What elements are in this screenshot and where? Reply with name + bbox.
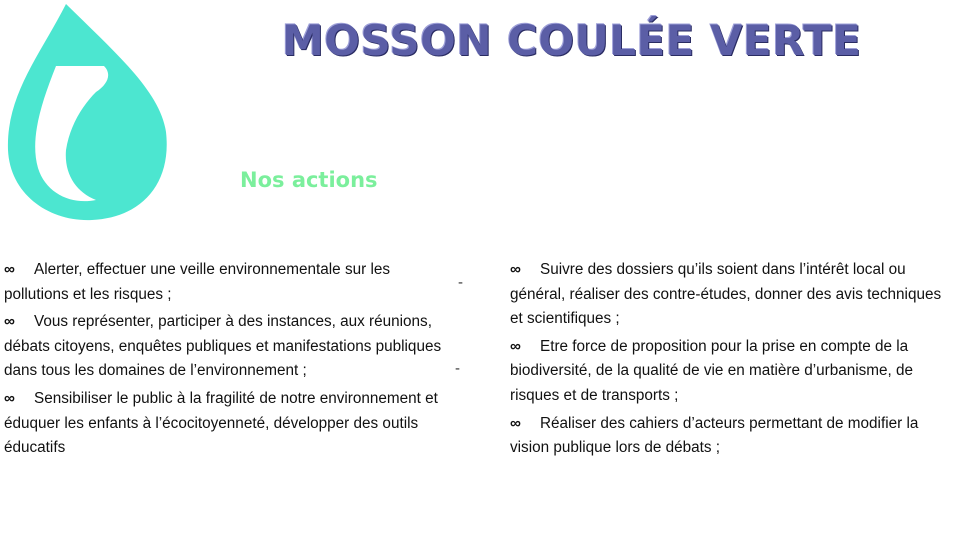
action-item <box>510 412 950 461</box>
infinity-bullet-icon: ∞ <box>510 261 521 278</box>
separator-dash: - <box>455 360 460 377</box>
action-text: Etre force de proposition pour la prise en compte de la biodiversité, de la qualité de vie en matière d’urbanisme, de risques et de transports ; <box>510 337 914 404</box>
infinity-bullet-icon: ∞ <box>4 389 15 407</box>
water-drop-logo-icon <box>0 0 180 225</box>
action-text: Suivre des dossiers qu’ils soient dans l’intérêt local ou général, réaliser des contre-études, donner des avis techniques et scientifiques ; <box>510 261 942 328</box>
action-text: Réaliser des cahiers d’acteurs permettant de modifier la vision publique lors de débats ; <box>510 414 919 457</box>
infinity-bullet-icon: ∞ <box>510 414 521 432</box>
action-item <box>4 310 446 384</box>
action-item <box>4 258 446 307</box>
action-item <box>4 387 446 461</box>
infinity-bullet-icon: ∞ <box>4 313 15 331</box>
action-text: Vous représenter, participer à des instances, aux réunions, débats citoyens, enquêtes publiques et manifestations publiques dans tous les domaines de l’environnement ; <box>4 313 442 380</box>
actions-list-left <box>4 258 446 464</box>
infinity-bullet-icon: ∞ <box>510 337 521 355</box>
page-title: MOSSON COULÉE VERTE <box>282 16 862 65</box>
separator-dash: - <box>458 274 463 291</box>
infinity-bullet-icon: ∞ <box>4 261 15 278</box>
action-text: Alerter, effectuer une veille environnementale sur les pollutions et les risques ; <box>4 261 390 303</box>
action-item <box>510 335 950 409</box>
action-item <box>510 258 950 332</box>
drop-shape <box>8 4 167 220</box>
action-text: Sensibiliser le public à la fragilité de notre environnement et éduquer les enfants à l’écocitoyenneté, développer des outils éducatifs <box>4 389 438 457</box>
section-subtitle: Nos actions <box>240 168 378 192</box>
actions-list-right <box>510 258 950 464</box>
